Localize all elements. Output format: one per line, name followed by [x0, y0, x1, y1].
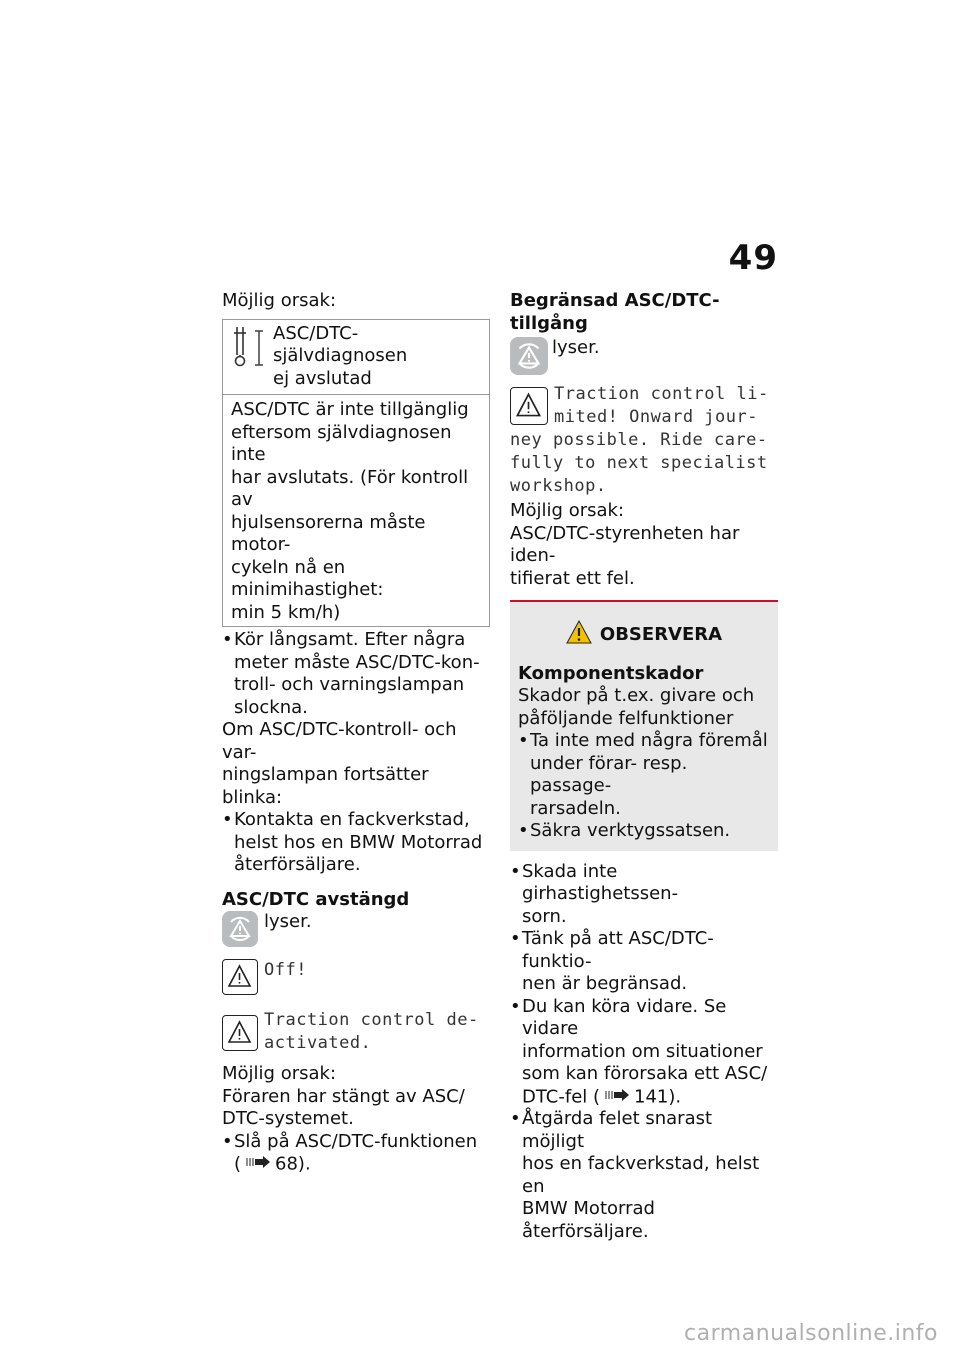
- bullet-line: ( 68).: [234, 1153, 311, 1175]
- cause-label: Möjlig orsak:: [222, 290, 337, 311]
- section-heading: Begränsad ASC/DTC-tillgång: [510, 290, 720, 334]
- paragraph-line: Om ASC/DTC-kontroll- och var-: [222, 719, 457, 763]
- bullet-line: • Tänk på att ASC/DTC-funktio-: [522, 928, 714, 972]
- bullet-line: meter måste ASC/DTC-kon-: [234, 651, 480, 673]
- cause-line: tifierat ett fel.: [510, 567, 635, 589]
- bullet-line: • Du kan köra vidare. Se vidare: [522, 995, 727, 1039]
- notice-box: [510, 600, 778, 851]
- display-line: Traction control de-: [264, 1010, 479, 1030]
- notice-title: OBSERVERA: [599, 624, 723, 645]
- bullet-line: information om situationer: [522, 1040, 763, 1062]
- left-column: [222, 290, 490, 1176]
- box-title-line: ASC/DTC-självdiagnosen: [273, 322, 408, 366]
- notice-header: [518, 620, 770, 651]
- display-row: [222, 959, 490, 995]
- page-ref-arrow-icon: [245, 1153, 271, 1176]
- bullet-line: sorn.: [522, 905, 567, 927]
- bullet-line: • Åtgärda felet snarast möjligt: [522, 1108, 713, 1152]
- display-line: activated.: [264, 1033, 372, 1053]
- display-row: [222, 1009, 490, 1055]
- box-body-line: eftersom självdiagnosen inte: [231, 421, 452, 465]
- bullet-line: slockna.: [234, 696, 308, 718]
- section-heading: ASC/DTC avstängd: [222, 888, 410, 910]
- page-ref-arrow-icon: [604, 1086, 630, 1109]
- bullet-line: • Kontakta en fackverkstad,: [234, 809, 470, 830]
- box-body-line: ASC/DTC är inte tillgänglig: [231, 399, 469, 420]
- right-column: [510, 290, 778, 1243]
- bullet-line: under förar- resp. passage-: [530, 752, 688, 796]
- bullet-line: återförsäljare.: [234, 854, 361, 875]
- bullet-item: [222, 629, 490, 719]
- display-message-block: [510, 383, 778, 498]
- watermark-link[interactable]: carmanualsonline.info: [684, 1321, 938, 1346]
- cause-text: [222, 1086, 490, 1131]
- caution-icon: [566, 620, 592, 651]
- bullet-line: DTC-fel ( 141).: [522, 1085, 682, 1107]
- warning-triangle-icon: [222, 1015, 258, 1051]
- notice-subtitle: Komponentskador: [518, 662, 704, 684]
- diagnosis-info-box: [222, 319, 490, 628]
- bullet-line: helst hos en BMW Motorrad: [234, 831, 483, 853]
- notice-bullet: [518, 730, 770, 820]
- display-message: [510, 383, 778, 498]
- diagnosis-box-body: [223, 395, 489, 626]
- page-ref: 68).: [275, 1153, 311, 1175]
- box-title-line: ej avslutad: [273, 367, 372, 389]
- bullet-item: [510, 861, 778, 929]
- sensor-diagnosis-icon: [229, 323, 269, 371]
- display-line: fully to next specialist: [510, 453, 768, 473]
- display-line: ney possible. Ride care-: [510, 430, 768, 450]
- cause-line: DTC-systemet.: [222, 1108, 354, 1129]
- asc-dtc-lamp-icon: [510, 337, 548, 375]
- bullet-line: • Kör långsamt. Efter några: [234, 629, 466, 650]
- bullet-item: [510, 1108, 778, 1243]
- bullet-line: troll- och varningslampan: [234, 674, 465, 695]
- cause-label: Möjlig orsak:: [510, 500, 625, 521]
- notice-line: Skador på t.ex. givare och: [518, 685, 755, 706]
- asc-dtc-lamp-icon: [222, 911, 258, 947]
- warning-triangle-icon: [510, 387, 548, 425]
- page-ref: 141).: [634, 1085, 682, 1107]
- bullet-line: BMW Motorrad återförsäljare.: [522, 1198, 655, 1242]
- lamp-text: lyser.: [552, 337, 600, 358]
- display-line: mited! Onward jour-: [554, 407, 758, 427]
- bullet-line: • Skada inte girhastighetssen-: [522, 860, 679, 904]
- notice-bullet: [518, 820, 770, 843]
- box-body-line: cykeln nå en minimihastighet:: [231, 556, 384, 600]
- bullet-line: hos en fackverkstad, helst en: [522, 1153, 760, 1197]
- bullet-item: [222, 1131, 490, 1176]
- page-number: 49: [728, 238, 778, 278]
- cause-line: Föraren har stängt av ASC/: [222, 1085, 465, 1107]
- lamp-row: [222, 911, 490, 947]
- notice-line: påföljande felfunktioner: [518, 707, 734, 729]
- bullet-line: • Ta inte med några föremål: [530, 730, 768, 751]
- lamp-text: lyser.: [264, 911, 312, 932]
- bullet-item: [510, 996, 778, 1109]
- display-message: [264, 1009, 490, 1055]
- bullet-item: [510, 928, 778, 996]
- lamp-row: [510, 337, 778, 375]
- display-line: Traction control li-: [554, 384, 769, 404]
- paragraph-line: ningslampan fortsätter blinka:: [222, 764, 429, 808]
- box-body-line: hjulsensorerna måste motor-: [231, 511, 426, 555]
- warning-triangle-icon: [222, 959, 258, 995]
- paragraph: [222, 719, 490, 809]
- bullet-line: • Säkra verktygssatsen.: [530, 820, 731, 841]
- box-body-line: min 5 km/h): [231, 601, 341, 623]
- bullet-line: som kan förorsaka ett ASC/: [522, 1063, 768, 1084]
- cause-line: ASC/DTC-styrenheten har iden-: [510, 522, 740, 566]
- bullet-line: • Slå på ASC/DTC-funktionen: [234, 1130, 478, 1152]
- display-line: workshop.: [510, 476, 607, 496]
- cause-text: [510, 523, 778, 591]
- bullet-text: DTC-fel: [522, 1085, 588, 1107]
- box-body-line: har avslutats. (För kontroll av: [231, 466, 469, 510]
- bullet-item: [222, 809, 490, 877]
- display-message: Off!: [264, 960, 307, 980]
- bullet-line: nen är begränsad.: [522, 973, 688, 994]
- cause-label: Möjlig orsak:: [222, 1063, 337, 1084]
- bullet-line: rarsadeln.: [530, 797, 621, 819]
- diagnosis-box-header: [223, 320, 489, 396]
